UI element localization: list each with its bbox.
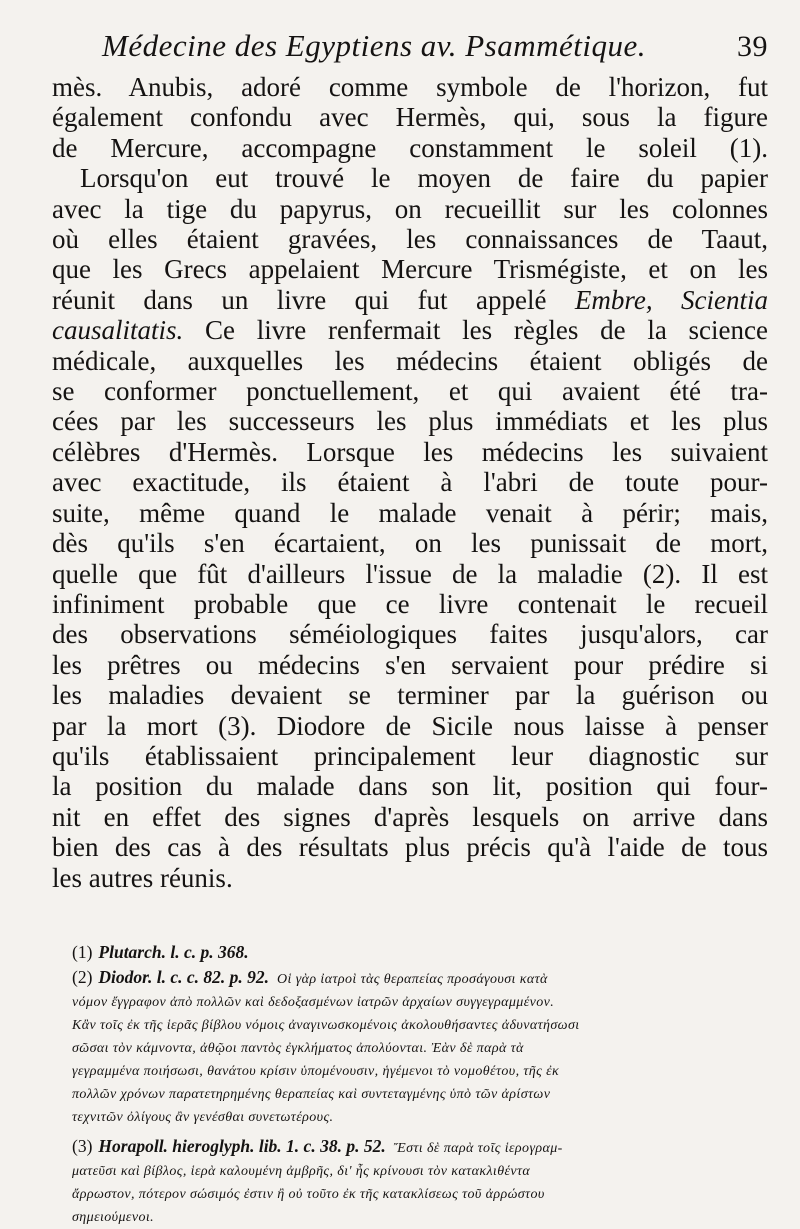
footnote-reference: Plutarch. l. c. p. 368. xyxy=(98,941,249,962)
text-line: également confondu avec Hermès, qui, sous la figure xyxy=(52,102,768,133)
text-line: bien des cas à des résultats plus précis qu'à l'aide de tous xyxy=(52,832,768,863)
footnote-number: (1) xyxy=(72,941,93,962)
text-line: dès qu'ils s'en écartaient, on les punissait de mort, xyxy=(52,528,768,559)
greek-quote: Οἱ γὰρ ἰατροὶ τὰς θεραπείας προσάγουσι κατὰ xyxy=(277,971,548,987)
text-line: avec la tige du papyrus, on recueillit sur les colonnes xyxy=(52,193,768,224)
italic-term: Embre, Scientia xyxy=(574,284,769,315)
text-line: que les Grecs appelaient Mercure Trismégiste, et on les xyxy=(52,254,768,285)
text-line: de Mercure, accompagne constamment le soleil (1). xyxy=(52,132,768,163)
footnote-1 xyxy=(72,941,768,964)
text-line: cées par les successeurs les plus immédiats et les plus xyxy=(52,406,768,437)
greek-quote-line: σημειούμενοι. xyxy=(72,1209,155,1225)
running-title: Médecine des Egyptiens av. Psammétique. xyxy=(102,28,647,63)
footnote-line xyxy=(72,1135,768,1160)
greek-quote-line: ἄρρωστον, πότερον σώσιμός ἐστιν ἢ οὐ τοῦτο ἐκ τῆς κατακλίσεως τοῦ ἀρρώστου xyxy=(72,1186,545,1202)
footnote-reference: Diodor. l. c. c. 82. p. 92. xyxy=(98,966,270,987)
text-line: la position du malade dans son lit, position qui four- xyxy=(52,771,768,802)
footnotes xyxy=(52,941,768,1229)
text-line xyxy=(52,285,768,315)
main-text xyxy=(52,72,768,893)
text-line: par la mort (3). Diodore de Sicile nous laisse à penser xyxy=(52,710,768,741)
greek-quote-line: πολλῶν χρόνων παρατετηρημένης θεραπείας καὶ συντεταγμένης ὑπὸ τῶν ἀρίστων xyxy=(72,1086,551,1102)
text-line: se conformer ponctuellement, et qui avaient été tra- xyxy=(52,376,768,407)
footnote-3 xyxy=(72,1135,768,1229)
footnote-2 xyxy=(72,966,768,1129)
greek-quote-line: γεγραμμένα ποιήσωσι, θανάτου κρίσιν ὑπομένουσιν, ἡγέμενοι τὸ νομοθέτου, τῆς ἐκ xyxy=(72,1063,560,1079)
page-number: 39 xyxy=(737,30,768,63)
text-line: les prêtres ou médecins s'en servaient pour prédire si xyxy=(52,649,768,680)
greek-quote: Ἔστι δὲ παρὰ τοῖς ἱερογραμ- xyxy=(393,1140,563,1156)
text-line: quelle que fût d'ailleurs l'issue de la maladie (2). Il est xyxy=(52,558,768,589)
running-head xyxy=(102,28,768,70)
text-line: infiniment probable que ce livre contenait le recueil xyxy=(52,588,768,619)
text-line: nit en effet des signes d'après lesquels on arrive dans xyxy=(52,801,768,832)
text-segment: Ce livre renfermait les règles de la science xyxy=(205,315,768,346)
footnote-reference: Horapoll. hieroglyph. lib. 1. c. 38. p. 52. xyxy=(98,1135,386,1156)
text-line: suite, même quand le malade venait à périr; mais, xyxy=(52,497,768,528)
greek-quote-line: τεχνιτῶν ὀλίγους ἂν γενέσθαι συνετωτέρους. xyxy=(72,1109,334,1125)
footnote-number: (3) xyxy=(72,1135,93,1156)
text-line: les autres réunis. xyxy=(52,862,233,893)
text-line: célèbres d'Hermès. Lorsque les médecins les suivaient xyxy=(52,436,768,467)
text-segment: réunit dans un livre qui fut appelé xyxy=(52,284,547,315)
text-line: où elles étaient gravées, les connaissances de Taaut, xyxy=(52,224,768,255)
text-line: médicale, auxquelles les médecins étaient obligés de xyxy=(52,345,768,376)
greek-quote-line: Κἂν τοῖς ἐκ τῆς ἱερᾶς βίβλου νόμοις ἀναγινωσκομένοις ἀκολουθήσαντες ἀδυνατήσωσι xyxy=(72,1017,580,1033)
italic-term: causalitatis. xyxy=(52,315,184,346)
text-line: des observations séméiologiques faites jusqu'alors, car xyxy=(52,619,768,650)
footnote-line xyxy=(72,966,768,991)
footnote-number: (2) xyxy=(72,966,93,987)
text-line: Lorsqu'on eut trouvé le moyen de faire du papier xyxy=(80,163,768,194)
text-line: mès. Anubis, adoré comme symbole de l'horizon, fut xyxy=(52,72,768,102)
text-line xyxy=(52,315,768,345)
text-line: les maladies devaient se terminer par la guérison ou xyxy=(52,680,768,711)
text-line: qu'ils établissaient principalement leur diagnostic sur xyxy=(52,740,768,771)
greek-quote-line: ματεῦσι καὶ βίβλος, ἱερὰ καλουμένη ἀμβρῆς, δι' ἧς κρίνουσι τὸν κατακλιθέντα xyxy=(72,1163,531,1179)
text-line: avec exactitude, ils étaient à l'abri de toute pour- xyxy=(52,467,768,498)
greek-quote-line: νόμον ἔγγραφον ἀπὸ πολλῶν καὶ δεδοξασμένων ἰατρῶν ἀρχαίων συγγεγραμμένον. xyxy=(72,994,555,1010)
greek-quote-line: σῶσαι τὸν κάμνοντα, ἀθῷοι παντὸς ἐγκλήματος ἀπολύονται. Ἐὰν δὲ παρὰ τὰ xyxy=(72,1040,524,1056)
